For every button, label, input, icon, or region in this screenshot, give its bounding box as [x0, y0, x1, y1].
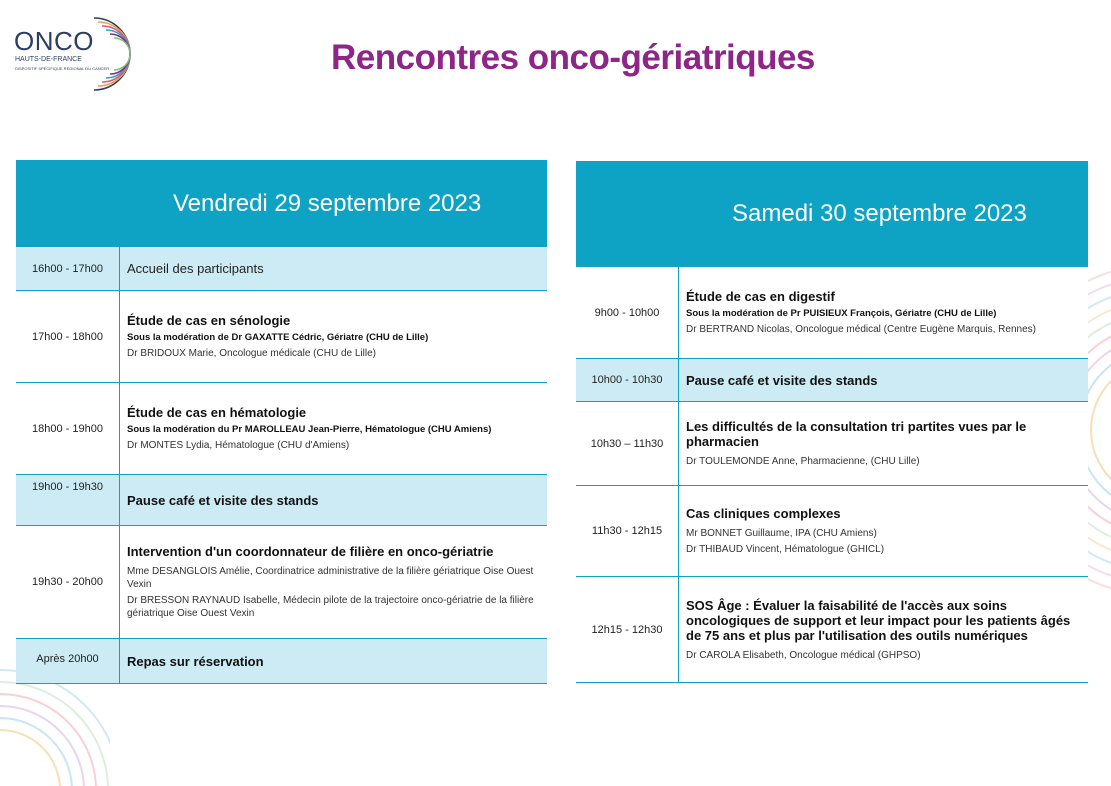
session-moderation: Sous la modération du Pr MAROLLEAU Jean-Pierre, Hématologue (CHU Amiens)	[127, 424, 492, 435]
session-speaker: Dr BRESSON RAYNAUD Isabelle, Médecin pilote de la trajectoire onco-gériatrie de la filière gériatrique Oise Ouest Vexin	[127, 595, 534, 619]
session-title: Intervention d'un coordonnateur de filière en onco-gériatrie	[127, 544, 494, 559]
logo-region: HAUTS-DE-FRANCE	[15, 56, 82, 63]
schedule-row	[16, 639, 547, 684]
logo-name: ONCO	[14, 26, 94, 56]
saturday-header	[576, 161, 1088, 267]
schedule-row	[576, 486, 1088, 577]
session-moderation: Sous la modération de Dr GAXATTE Cédric, Gériatre (CHU de Lille)	[127, 332, 429, 343]
session-content	[679, 359, 1088, 401]
session-content	[120, 526, 547, 638]
session-speaker: Dr CAROLA Elisabeth, Oncologue médical (GHPSO)	[686, 649, 921, 661]
time-slot: 18h00 - 19h00	[16, 383, 120, 474]
schedule-row	[16, 526, 547, 639]
session-speaker: Mme DESANGLOIS Amélie, Coordinatrice administrative de la filière gériatrique Oise Ouest Vexin	[127, 566, 534, 590]
session-speaker: Mr BONNET Guillaume, IPA (CHU Amiens)	[686, 528, 877, 539]
logo-arcs-icon	[84, 10, 134, 98]
session-speaker: Dr BERTRAND Nicolas, Oncologue médical (Centre Eugène Marquis, Rennes)	[686, 324, 1036, 335]
schedule-row	[576, 267, 1088, 359]
session-label: Pause café et visite des stands	[686, 372, 878, 388]
time-slot: 16h00 - 17h00	[16, 247, 120, 290]
session-content	[120, 639, 547, 683]
time-slot: 11h30 - 12h15	[576, 486, 679, 576]
session-content	[679, 577, 1088, 682]
page-title: Rencontres onco-gériatriques	[331, 38, 815, 77]
friday-header	[16, 160, 547, 247]
session-content	[679, 402, 1088, 485]
session-speaker: Dr TOULEMONDE Anne, Pharmacienne, (CHU Lille)	[686, 456, 920, 467]
onco-logo	[12, 10, 132, 98]
time-slot: 10h30 – 11h30	[576, 402, 679, 485]
schedule-row	[576, 359, 1088, 402]
session-label: Repas sur réservation	[127, 653, 264, 669]
session-title: Étude de cas en digestif	[686, 289, 835, 304]
time-slot: Après 20h00	[16, 639, 120, 683]
schedule-row	[576, 577, 1088, 683]
schedule-row	[576, 402, 1088, 486]
time-slot: 19h30 - 20h00	[16, 526, 120, 638]
time-slot: 17h00 - 18h00	[16, 291, 120, 382]
friday-schedule	[16, 160, 547, 684]
schedule-row	[16, 475, 547, 526]
session-content	[120, 475, 547, 525]
schedule-row	[16, 383, 547, 475]
session-speaker: Dr BRIDOUX Marie, Oncologue médicale (CHU de Lille)	[127, 348, 376, 359]
session-speaker: Dr MONTES Lydia, Hématologue (CHU d'Amiens)	[127, 440, 350, 451]
session-title: Étude de cas en sénologie	[127, 313, 291, 328]
time-slot: 9h00 - 10h00	[576, 267, 679, 358]
session-content	[679, 267, 1088, 358]
time-slot: 19h00 - 19h30	[16, 475, 120, 525]
time-slot: 10h00 - 10h30	[576, 359, 679, 401]
schedule-row	[16, 247, 547, 291]
schedule-row	[16, 291, 547, 383]
session-title: SOS Âge : Évaluer la faisabilité de l'accès aux soins oncologiques de support et leur impact pour les patients âgés de 75 ans et plus par l'utilisation des outils numériques	[686, 597, 1071, 643]
session-title: Les difficultés de la consultation tri partites vues par le pharmacien	[686, 419, 1027, 449]
session-content	[679, 486, 1088, 576]
session-content	[120, 383, 547, 474]
session-title: Cas cliniques complexes	[686, 506, 841, 521]
friday-date: Vendredi 29 septembre 2023	[173, 189, 482, 217]
session-label: Accueil des participants	[127, 261, 264, 276]
session-title: Étude de cas en hématologie	[127, 405, 307, 420]
session-label: Pause café et visite des stands	[127, 492, 319, 508]
session-content	[120, 291, 547, 382]
logo-tagline: DISPOSITIF SPÉCIFIQUE RÉGIONAL DU CANCER	[15, 66, 110, 71]
saturday-date: Samedi 30 septembre 2023	[732, 200, 1027, 227]
session-content	[120, 247, 547, 290]
session-moderation: Sous la modération de Pr PUISIEUX François, Gériatre (CHU de Lille)	[686, 308, 997, 319]
time-slot: 12h15 - 12h30	[576, 577, 679, 682]
saturday-schedule	[576, 161, 1088, 683]
session-speaker: Dr THIBAUD Vincent, Hématologue (GHICL)	[686, 544, 885, 555]
